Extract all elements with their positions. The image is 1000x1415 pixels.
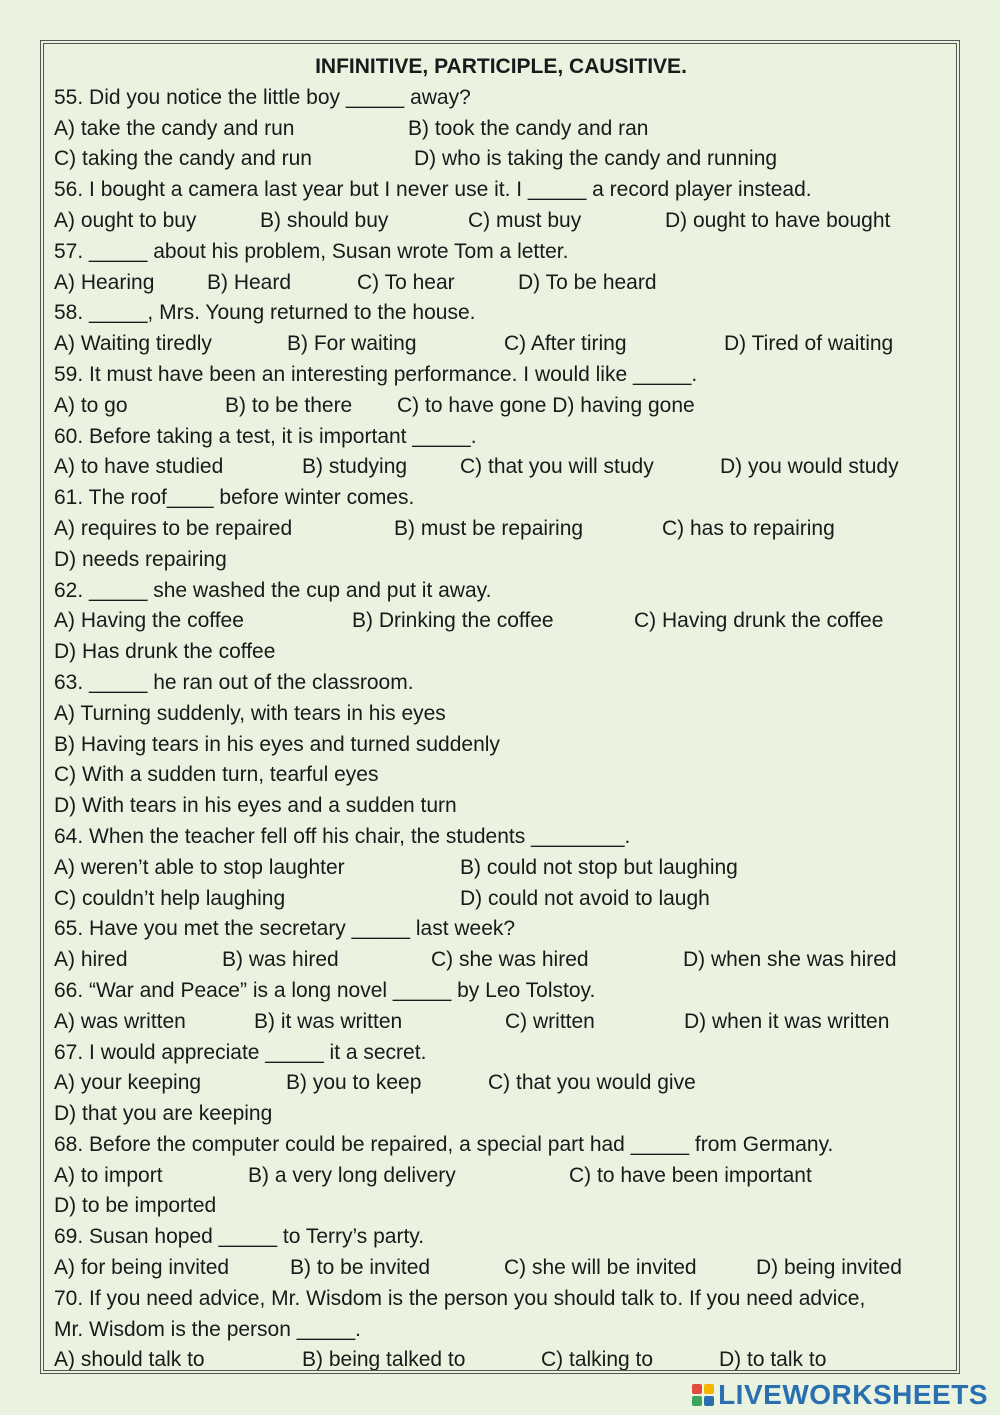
- answer-option[interactable]: A) requires to be repaired: [54, 516, 293, 540]
- answer-option[interactable]: C) to have been important: [569, 1163, 812, 1187]
- answer-option[interactable]: C) talking to: [541, 1348, 654, 1372]
- logo-text: LIVEWORKSHEETS: [718, 1379, 988, 1410]
- answer-option[interactable]: D) Has drunk the coffee: [54, 640, 276, 664]
- answer-option[interactable]: D) ought to have bought: [665, 208, 891, 232]
- answer-option[interactable]: A) ought to buy: [54, 208, 197, 232]
- option-row: [54, 637, 948, 668]
- answer-option[interactable]: D) that you are keeping: [54, 1102, 273, 1126]
- question-stem: 59. It must have been an interesting performance. I would like _____.: [54, 362, 698, 386]
- answer-option[interactable]: D) you would study: [720, 455, 899, 479]
- answer-option[interactable]: A) Waiting tiredly: [54, 332, 212, 356]
- answer-option[interactable]: D) when she was hired: [683, 948, 897, 972]
- option-row: [54, 514, 948, 545]
- question-stem: 67. I would appreciate _____ it a secret.: [54, 1040, 427, 1064]
- answer-option[interactable]: D) could not avoid to laugh: [460, 886, 710, 910]
- logo-icon: [692, 1384, 714, 1406]
- answer-option[interactable]: A) Having the coffee: [54, 609, 244, 633]
- option-row: [54, 144, 948, 175]
- answer-option[interactable]: B) a very long delivery: [248, 1163, 456, 1187]
- answer-option[interactable]: B) studying: [302, 455, 408, 479]
- answer-option[interactable]: D) to be imported: [54, 1194, 217, 1218]
- option-row: [54, 760, 948, 791]
- answer-option[interactable]: C) to have gone D) having gone: [397, 393, 695, 417]
- answer-option[interactable]: C) that you would give: [488, 1071, 696, 1095]
- option-row: [54, 545, 948, 576]
- answer-option[interactable]: B) should buy: [260, 208, 389, 232]
- liveworksheets-logo: [692, 1379, 988, 1411]
- answer-option[interactable]: B) to be there: [225, 393, 353, 417]
- option-row: [54, 606, 948, 637]
- answer-option[interactable]: A) hired: [54, 948, 128, 972]
- option-row: [54, 1099, 948, 1130]
- question-stem: 65. Have you met the secretary _____ last week?: [54, 917, 516, 941]
- answer-option[interactable]: B) took the candy and ran: [408, 116, 649, 140]
- answer-option[interactable]: A) your keeping: [54, 1071, 202, 1095]
- option-row: [54, 853, 948, 884]
- page-title: INFINITIVE, PARTICIPLE, CAUSITIVE.: [315, 55, 687, 78]
- question-stem-continued: Mr. Wisdom is the person _____.: [54, 1317, 361, 1341]
- answer-option[interactable]: C) couldn’t help laughing: [54, 886, 286, 910]
- answer-option[interactable]: B) must be repairing: [394, 516, 584, 540]
- answer-option[interactable]: A) take the candy and run: [54, 116, 295, 140]
- option-row: [54, 1068, 948, 1099]
- answer-option[interactable]: B) was hired: [222, 948, 339, 972]
- question-stem: 66. “War and Peace” is a long novel _____ by Leo Tolstoy.: [54, 978, 596, 1002]
- answer-option[interactable]: C) After tiring: [504, 332, 627, 356]
- question-stem: 68. Before the computer could be repaired, a special part had _____ from Germany.: [54, 1132, 834, 1156]
- answer-option[interactable]: C) has to repairing: [662, 516, 835, 540]
- question-stem: 56. I bought a camera last year but I never use it. I _____ a record player instead.: [54, 178, 812, 202]
- answer-option[interactable]: B) it was written: [254, 1009, 403, 1033]
- answer-option[interactable]: A) to import: [54, 1163, 163, 1187]
- answer-option[interactable]: C) that you will study: [460, 455, 654, 479]
- answer-option[interactable]: C) she will be invited: [504, 1256, 697, 1280]
- answer-option[interactable]: B) you to keep: [286, 1071, 422, 1095]
- answer-option[interactable]: C) written: [505, 1009, 595, 1033]
- answer-option[interactable]: D) To be heard: [518, 270, 657, 294]
- question-stem: 69. Susan hoped _____ to Terry’s party.: [54, 1225, 425, 1249]
- answer-option[interactable]: A) should talk to: [54, 1348, 205, 1372]
- question-stem: 57. _____ about his problem, Susan wrote Tom a letter.: [54, 239, 569, 263]
- answer-option[interactable]: D) to talk to: [719, 1348, 827, 1372]
- option-row: [54, 1007, 948, 1038]
- option-row: [54, 1161, 948, 1192]
- question-stem: 63. _____ he ran out of the classroom.: [54, 670, 414, 694]
- answer-option[interactable]: A) Turning suddenly, with tears in his eyes: [54, 701, 446, 725]
- answer-option[interactable]: B) Drinking the coffee: [352, 609, 554, 633]
- answer-option[interactable]: B) Having tears in his eyes and turned suddenly: [54, 732, 500, 756]
- option-row: [54, 391, 948, 422]
- answer-option[interactable]: A) to have studied: [54, 455, 224, 479]
- answer-option[interactable]: C) With a sudden turn, tearful eyes: [54, 763, 379, 787]
- answer-option[interactable]: B) could not stop but laughing: [460, 855, 738, 879]
- answer-option[interactable]: D) being invited: [756, 1256, 902, 1280]
- answer-option[interactable]: C) Having drunk the coffee: [634, 609, 884, 633]
- answer-option[interactable]: B) to be invited: [290, 1256, 431, 1280]
- question-stem: 61. The roof____ before winter comes.: [54, 486, 415, 510]
- answer-option[interactable]: A) weren’t able to stop laughter: [54, 855, 345, 879]
- question-stem: 70. If you need advice, Mr. Wisdom is the person you should talk to. If you need advice,: [54, 1286, 866, 1310]
- question-stem: 60. Before taking a test, it is important _____.: [54, 424, 477, 448]
- question-stem: 64. When the teacher fell off his chair, the students ________.: [54, 824, 631, 848]
- question-stem: 55. Did you notice the little boy _____ away?: [54, 85, 471, 109]
- answer-option[interactable]: D) Tired of waiting: [724, 332, 894, 356]
- answer-option[interactable]: D) who is taking the candy and running: [414, 147, 778, 171]
- option-row: [54, 1253, 948, 1284]
- option-row: [54, 268, 948, 299]
- worksheet: [40, 40, 960, 1374]
- question-stem: 58. _____, Mrs. Young returned to the house.: [54, 301, 476, 325]
- answer-option[interactable]: A) Hearing: [54, 270, 155, 294]
- answer-option[interactable]: C) she was hired: [431, 948, 589, 972]
- question-list: [54, 83, 948, 1374]
- answer-option[interactable]: C) To hear: [357, 270, 455, 294]
- answer-option[interactable]: D) when it was written: [684, 1009, 890, 1033]
- answer-option[interactable]: C) must buy: [468, 208, 582, 232]
- option-row: [54, 945, 948, 976]
- option-row: [54, 730, 948, 761]
- option-row: [54, 329, 948, 360]
- option-row: [54, 452, 948, 483]
- answer-option[interactable]: A) was written: [54, 1009, 186, 1033]
- option-row: [54, 206, 948, 237]
- option-row: [54, 791, 948, 822]
- answer-option[interactable]: C) taking the candy and run: [54, 147, 312, 171]
- answer-option[interactable]: A) for being invited: [54, 1256, 230, 1280]
- option-row: [54, 1345, 948, 1374]
- answer-option[interactable]: B) Heard: [207, 270, 292, 294]
- option-row: [54, 114, 948, 145]
- option-row: [54, 699, 948, 730]
- answer-option[interactable]: B) being talked to: [302, 1348, 466, 1372]
- answer-option[interactable]: A) to go: [54, 393, 128, 417]
- answer-option[interactable]: D) With tears in his eyes and a sudden turn: [54, 794, 457, 818]
- answer-option[interactable]: B) For waiting: [287, 332, 417, 356]
- option-row: [54, 884, 948, 915]
- answer-option[interactable]: D) needs repairing: [54, 547, 227, 571]
- question-stem: 62. _____ she washed the cup and put it away.: [54, 578, 492, 602]
- option-row: [54, 1191, 948, 1222]
